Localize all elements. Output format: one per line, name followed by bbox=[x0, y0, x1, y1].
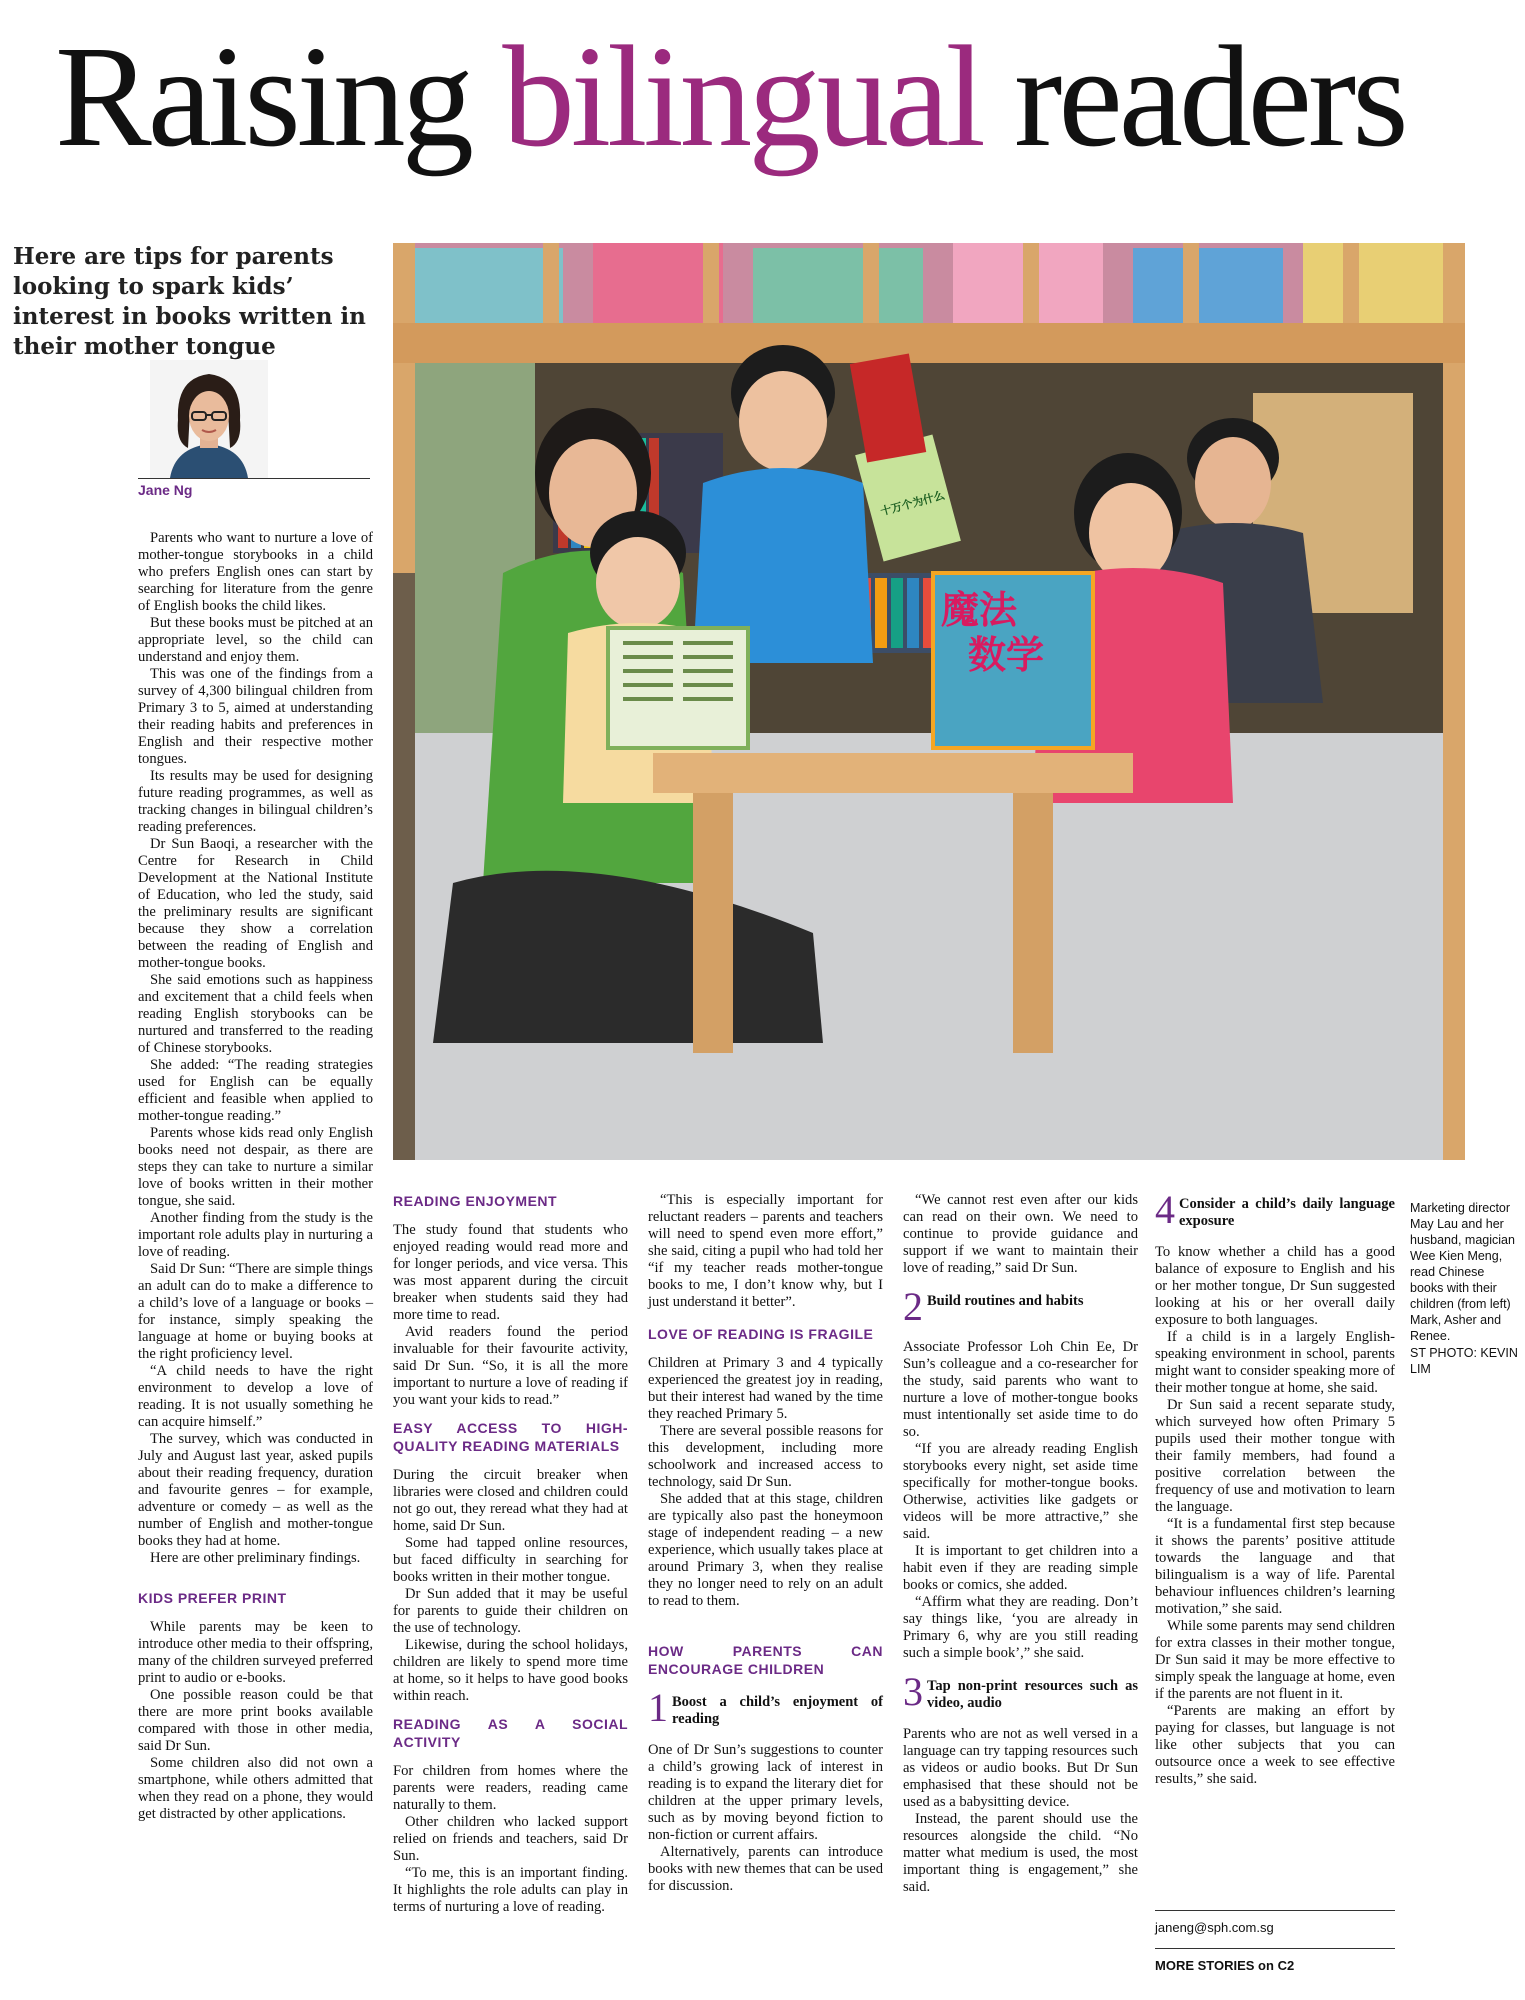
paragraph: Its results may be used for designing future reading programmes, as well as tracking changes in bilingual children’s reading preferences. bbox=[138, 768, 373, 835]
photo-credit: ST PHOTO: KEVIN LIM bbox=[1410, 1346, 1518, 1376]
column-1 bbox=[138, 530, 373, 1823]
tip-title: Build routines and habits bbox=[927, 1293, 1084, 1309]
family-photo bbox=[393, 243, 1465, 1160]
more-rule bbox=[1155, 1948, 1395, 1949]
headline-part-3: readers bbox=[981, 17, 1405, 177]
paragraph: If a child is in a largely English-speaking environment in school, parents might want to consider speaking more of their mother tongue at home, she said. bbox=[1155, 1329, 1395, 1396]
tip-4 bbox=[1155, 1187, 1395, 1232]
subhead-easy-access: EASY ACCESS TO HIGH-QUALITY READING MATERIALS bbox=[393, 1420, 628, 1454]
column-4 bbox=[903, 1192, 1138, 1896]
tip-3 bbox=[903, 1669, 1138, 1714]
paragraph: “Affirm what they are reading. Don’t say things like, ‘you are already in Primary 6, why are you still reading such a simple book’,” she said. bbox=[903, 1594, 1138, 1661]
headline-highlight: bilingual bbox=[502, 17, 982, 177]
paragraph: “If you are already reading English storybooks every night, set aside time specifically for mother-tongue books. Otherwise, activities like gadgets or videos will be more attractive,” she said. bbox=[903, 1441, 1138, 1542]
column-2 bbox=[393, 1192, 628, 1916]
paragraph: “To me, this is an important finding. It highlights the role adults can play in terms of nurturing a love of reading. bbox=[393, 1865, 628, 1915]
tip-2 bbox=[903, 1284, 1138, 1329]
tip-title: Boost a child’s enjoyment of reading bbox=[672, 1694, 883, 1727]
paragraph: “Parents are making an effort by paying for classes, but language is not like other subjects that you can outsource once a week to see effective results,” she said. bbox=[1155, 1703, 1395, 1787]
paragraph: One possible reason could be that there are more print books available compared with those in other media, said Dr Sun. bbox=[138, 1687, 373, 1754]
tip-number: 4 bbox=[1155, 1187, 1175, 1232]
subhead-how-parents: HOW PARENTS CAN ENCOURAGE CHILDREN bbox=[648, 1643, 883, 1677]
paragraph: She added that at this stage, children are typically also past the honeymoon stage of independent reading – a new experience, which usually takes place at around Primary 3, when they realise they no longer need to rely on an adult to read to them. bbox=[648, 1491, 883, 1609]
author-rule bbox=[138, 478, 370, 479]
paragraph: Parents who are not as well versed in a language can try tapping resources such as videos or audio books. But Dr Sun emphasised that these should not be used as a babysitting device. bbox=[903, 1726, 1138, 1810]
subhead-love-fragile: LOVE OF READING IS FRAGILE bbox=[648, 1326, 874, 1342]
caption-text: Marketing director May Lau and her husband, magician Wee Kien Meng, read Chinese books with their children (from left) Mark, Asher and Renee. bbox=[1410, 1201, 1515, 1343]
paragraph: Some had tapped online resources, but faced difficulty in searching for books written in their mother tongue. bbox=[393, 1535, 628, 1585]
paragraph: Dr Sun said a recent separate study, which surveyed how often Primary 5 pupils used their mother tongue with their family members, had found a positive correlation between the frequency of use and motivation to learn the language. bbox=[1155, 1397, 1395, 1515]
subhead-social-activity: READING AS A SOCIAL ACTIVITY bbox=[393, 1716, 628, 1750]
paragraph: “We cannot rest even after our kids can read on their own. We need to continue to provide guidance and support if we want to maintain their love of reading,” said Dr Sun. bbox=[903, 1192, 1138, 1276]
paragraph: Dr Sun added that it may be useful for parents to guide their children on the use of technology. bbox=[393, 1586, 628, 1636]
paragraph: There are several possible reasons for this development, including more schoolwork and increased access to technology, said Dr Sun. bbox=[648, 1423, 883, 1490]
paragraph: Parents who want to nurture a love of mother-tongue storybooks in a child who prefers English ones can start by searching for literature from the genre of English books the child likes. bbox=[138, 530, 373, 614]
author-email-link[interactable]: janeng@sph.com.sg bbox=[1155, 1920, 1274, 1935]
paragraph: To know whether a child has a good balance of exposure to English and his or her mother tongue, Dr Sun suggested looking at his or her overall daily exposure to both languages. bbox=[1155, 1244, 1395, 1328]
more-stories-page: C2 bbox=[1277, 1958, 1295, 1973]
tip-number: 3 bbox=[903, 1669, 923, 1714]
paragraph: While some parents may send children for extra classes in their mother tongue, Dr Sun said it may be more effective to simply speak the language at home, even if the parents are not fluent in it. bbox=[1155, 1618, 1395, 1702]
paragraph: “This is especially important for reluctant readers – parents and teachers will need to spend even more effort,” she said, citing a pupil who had told her “if my teacher reads mother-tongue books to me, I don’t know why, but I just understand it better”. bbox=[648, 1192, 883, 1310]
dek: Here are tips for parents looking to spark kids’ interest in books written in their mother tongue bbox=[13, 243, 366, 360]
paragraph: During the circuit breaker when libraries were closed and children could not go out, they reread what they had at home, said Dr Sun. bbox=[393, 1467, 628, 1534]
paragraph: Children at Primary 3 and 4 typically experienced the greatest joy in reading, but their interest had waned by the time they reached Primary 5. bbox=[648, 1355, 883, 1422]
paragraph: Associate Professor Loh Chin Ee, Dr Sun’s colleague and a co-researcher for the study, said parents who want to nurture a love of mother-tongue books must intentionally set aside time to do so. bbox=[903, 1339, 1138, 1440]
photo-caption bbox=[1410, 1200, 1518, 1377]
paragraph: She said emotions such as happiness and excitement that a child feels when reading English storybooks can be nurtured and transferred to the reading of Chinese storybooks. bbox=[138, 972, 373, 1056]
author-photo bbox=[150, 360, 268, 478]
more-stories-label: MORE STORIES on bbox=[1155, 1958, 1278, 1973]
paragraph: Here are other preliminary findings. bbox=[150, 1550, 361, 1566]
column-3 bbox=[648, 1192, 883, 1895]
subhead-kids-prefer-print: KIDS PREFER PRINT bbox=[138, 1590, 287, 1606]
paragraph: Dr Sun Baoqi, a researcher with the Centre for Research in Child Development at the National Institute of Education, who led the study, said the preliminary results are significant because they show a correlation between the reading of English and mother-tongue books. bbox=[138, 836, 373, 971]
column-5 bbox=[1155, 1187, 1395, 1788]
subhead-reading-enjoyment: READING ENJOYMENT bbox=[393, 1193, 558, 1209]
paragraph: The survey, which was conducted in July and August last year, asked pupils about their reading frequency, duration and favourite genres – for example, adventure or comedy – as well as the number of English and mother-tongue books they had at home. bbox=[138, 1431, 373, 1549]
paragraph: One of Dr Sun’s suggestions to counter a child’s growing lack of interest in reading is to expand the literary diet for children at the upper primary levels, such as by moving beyond fiction to non-fiction or current affairs. bbox=[648, 1742, 883, 1843]
paragraph: It is important to get children into a habit even if they are reading simple books or comics, she added. bbox=[903, 1543, 1138, 1593]
headline bbox=[55, 5, 1475, 190]
paragraph: Another finding from the study is the important role adults play in nurturing a love of reading. bbox=[138, 1210, 373, 1260]
more-stories bbox=[1155, 1958, 1294, 1973]
tip-number: 2 bbox=[903, 1284, 923, 1329]
headline-part-1: Raising bbox=[55, 17, 503, 177]
paragraph: The study found that students who enjoyed reading would read more and for longer periods, and vice versa. This was most apparent during the circuit breaker when students said they had more time to read. bbox=[393, 1222, 628, 1323]
paragraph: “A child needs to have the right environment to develop a love of reading. It is not usually something he can acquire himself.” bbox=[138, 1363, 373, 1430]
paragraph: Likewise, during the school holidays, children are likely to spend more time at home, so it helps to have good books within reach. bbox=[393, 1637, 628, 1704]
book-title-2: 数学 bbox=[968, 633, 1045, 677]
paragraph: Avid readers found the period invaluable for their favourite activity, said Dr Sun. “So, it is all the more important to nurture a love of reading if you want your kids to read.” bbox=[393, 1324, 628, 1408]
paragraph: But these books must be pitched at an appropriate level, so the child can understand and enjoy them. bbox=[138, 615, 373, 665]
paragraph: While parents may be keen to introduce other media to their offspring, many of the children surveyed preferred print to audio or e-books. bbox=[138, 1619, 373, 1686]
author-name: Jane Ng bbox=[138, 482, 193, 498]
paragraph: Some children also did not own a smartphone, while others admitted that when they read on a phone, they would get distracted by other applications. bbox=[138, 1755, 373, 1822]
paragraph: “It is a fundamental first step because it shows the parents’ positive attitude towards the language and that bilingualism is a way of life. Parental behaviour influences children’s learning motivation,” she said. bbox=[1155, 1516, 1395, 1617]
paragraph: Parents whose kids read only English books need not despair, as there are steps they can take to nurture a similar love of books written in their mother tongue, she said. bbox=[138, 1125, 373, 1209]
book-title-1: 魔法 bbox=[941, 588, 1018, 632]
tip-number: 1 bbox=[648, 1685, 668, 1730]
paragraph: Alternatively, parents can introduce books with new themes that can be used for discussion. bbox=[648, 1844, 883, 1894]
email-rule bbox=[1155, 1910, 1395, 1911]
paragraph: She added: “The reading strategies used for English can be equally efficient and feasible when applied to mother-tongue reading.” bbox=[138, 1057, 373, 1124]
tip-1 bbox=[648, 1685, 883, 1730]
tip-title: Consider a child’s daily language exposure bbox=[1179, 1196, 1395, 1229]
paragraph: For children from homes where the parents were readers, reading came naturally to them. bbox=[393, 1763, 628, 1813]
book-title-small: 十万个为什么 bbox=[879, 488, 947, 519]
paragraph: Said Dr Sun: “There are simple things an adult can do to make a difference to a child’s love of a language or books – for instance, simply speaking the language at home or buying books at the right proficiency level. bbox=[138, 1261, 373, 1362]
tip-title: Tap non-print resources such as video, audio bbox=[927, 1678, 1138, 1711]
paragraph: Instead, the parent should use the resources alongside the child. “No matter what medium is used, the most important thing is engagement,” she said. bbox=[903, 1811, 1138, 1895]
paragraph: This was one of the findings from a survey of 4,300 bilingual children from Primary 3 to 5, aimed at understanding their reading habits and preferences in English and their respective mother tongues. bbox=[138, 666, 373, 767]
paragraph: Other children who lacked support relied on friends and teachers, said Dr Sun. bbox=[393, 1814, 628, 1864]
